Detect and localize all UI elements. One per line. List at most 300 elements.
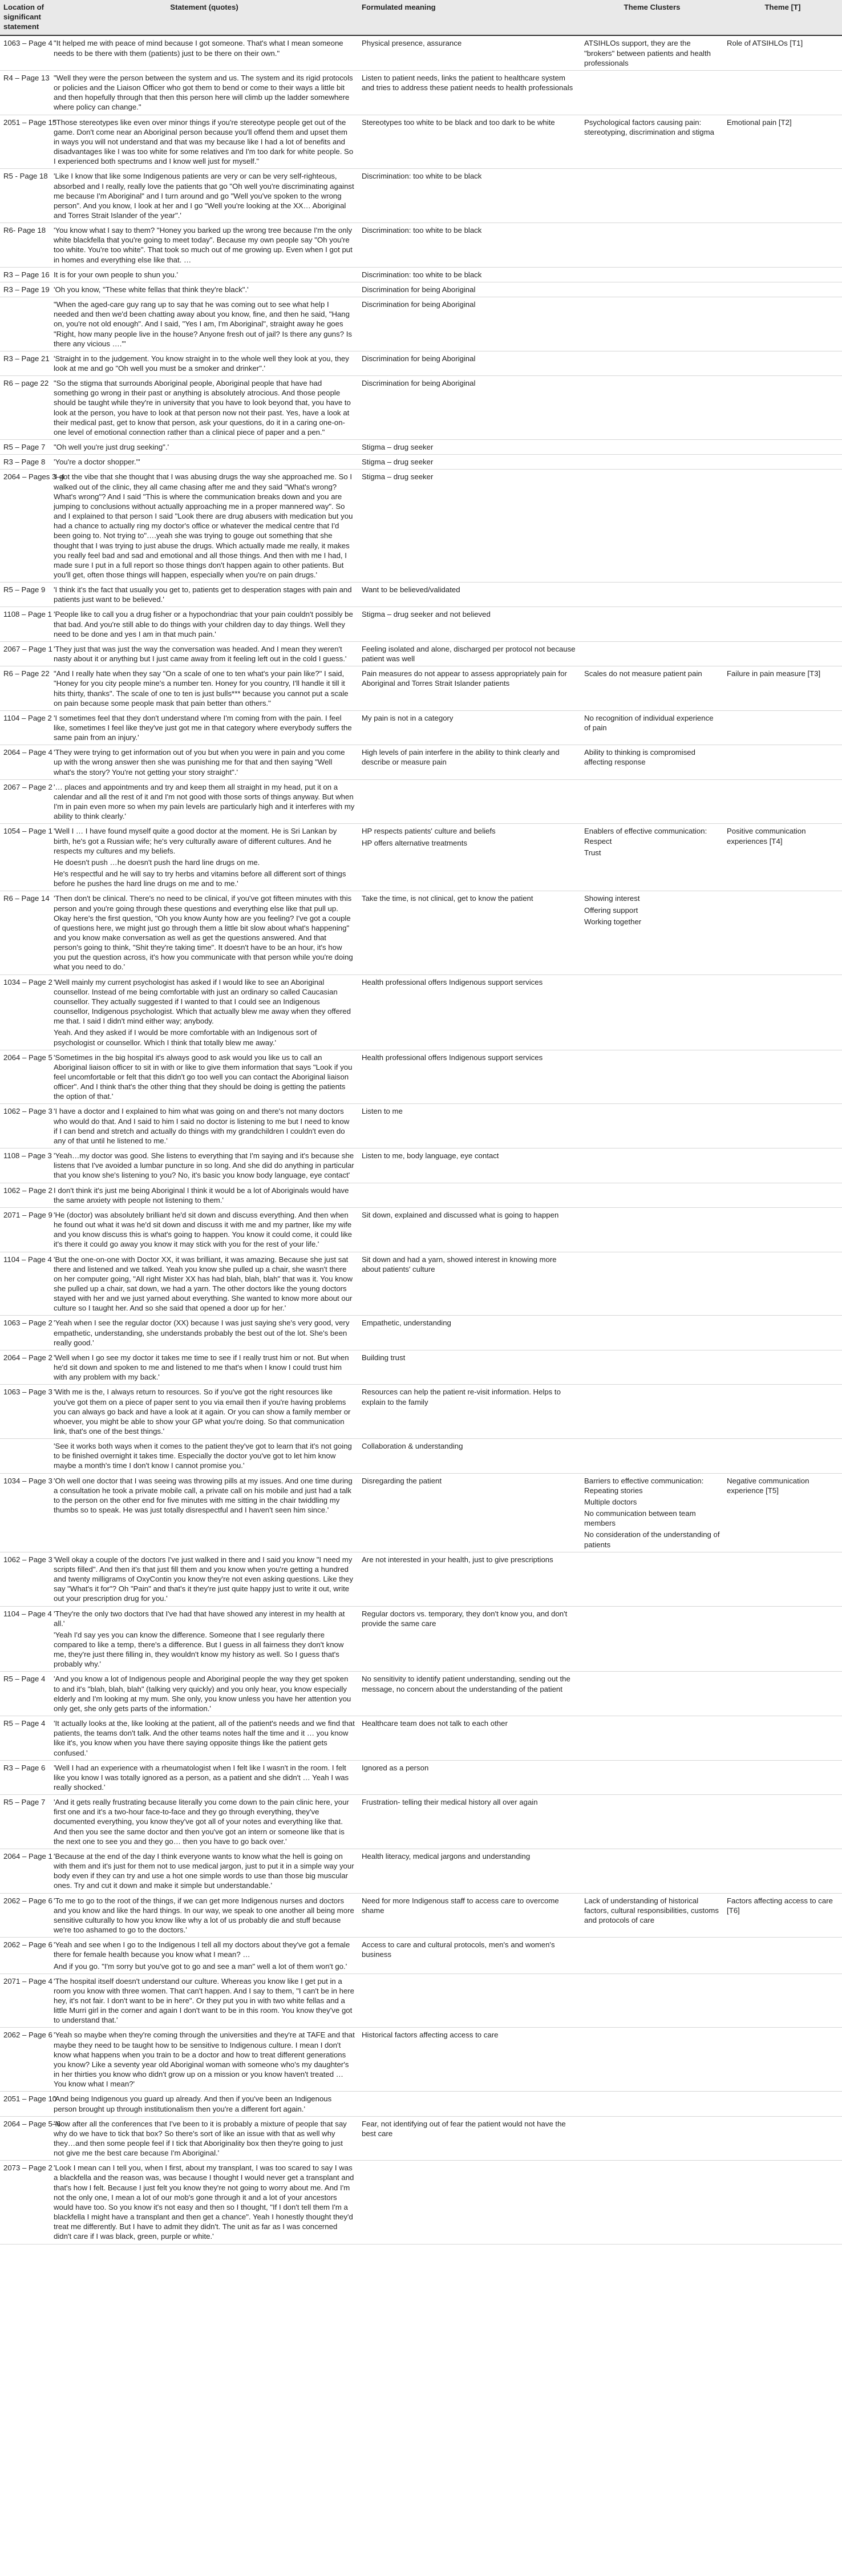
cell-statement xyxy=(50,1938,358,1974)
cell-statement: 'Well I had an experience with a rheumatologist when I felt like I wasn't in the room. I felt like you know I was totally ignored as a person, as a patient and she didn't … Yeah I was really shocked.' xyxy=(50,1760,358,1794)
cell-location: 1062 – Page 3 xyxy=(0,1104,50,1149)
cell-statement: 'Now after all the conferences that I've been to it is probably a mixture of people that say why do we have to tick that box? So there's sort of like an issue with that as well why they…and then some people feel if I tick that Aboriginality box then they're going to just not give me the best care because I'm Aboriginal.' xyxy=(50,2116,358,2161)
cell-statement-paragraph: 'Yeah and see when I go to the Indigenous I tell all my doctors about they've got a female there for female health because you know what I mean? … xyxy=(54,1940,350,1959)
cell-statement: 'I got the vibe that she thought that I was abusing drugs the way she approached me. So I walked out of the clinic, they all came chasing after me and they said "What's wrong? What's wrong"? And I said "This is where the communication breaks down and you are jumping to conclusions without actually approaching me in a proper mannered way". So and I explained to that person I said "Look there are drug abusers with medication but you had a chance to actually ring my doctor's office or whatever the medical centre that I'd been going to. Not trying to"….yeah she was trying to gouge out something that she thought that I was trying to just abuse the drugs. Which actually made me really, it makes you really feel bad and sad and emotional and all those things. And then with me I had, I made sure I put in a full report so those things don't happen again to other patients. But you'll get, often those things will happen, especially when you're on pain drugs.' xyxy=(50,470,358,583)
table-row xyxy=(0,440,842,455)
table-row xyxy=(0,1316,842,1350)
cell-meaning: Health literacy, medical jargons and understanding xyxy=(358,1849,581,1893)
table-row xyxy=(0,2116,842,2161)
cell-theme xyxy=(723,455,842,470)
cell-location: 1034 – Page 2 xyxy=(0,974,50,1050)
cell-cluster xyxy=(581,1350,723,1384)
cell-theme: Negative communication experience [T5] xyxy=(723,1473,842,1552)
cell-cluster xyxy=(581,1316,723,1350)
cell-statement: 'It actually looks at the, like looking at the patient, all of the patient's needs and we find that patients, the teams don't talk. And the other teams notes half the time and it … you know like it's, you know when you have there saying opposite things like the patient gets confused.' xyxy=(50,1716,358,1761)
table-row xyxy=(0,824,842,891)
cell-statement: "Well they were the person between the system and us. The system and its rigid protocols or policies and the Liaison Officer who got them to bend or come to their ways a little bit and then hopefully through that then this person here will climb up the ladder somewhere where policy can change." xyxy=(50,70,358,115)
cell-statement: "Oh well you're just drug seeking".' xyxy=(50,440,358,455)
cell-cluster xyxy=(581,1716,723,1761)
cell-statement: 'And you know a lot of Indigenous people and Aboriginal people the way they get spoken to and it's "blah, blah, blah" (talking very quickly) and you only hear, you know especially elderly and I'm looking at my mum. She only, you know unless you have her attention you only get, she only gets parts of the information.' xyxy=(50,1672,358,1716)
cell-cluster-paragraph: Enablers of effective communication: Respect xyxy=(584,827,707,846)
cell-theme xyxy=(723,974,842,1050)
table-row xyxy=(0,1893,842,1938)
cell-statement: 'Well okay a couple of the doctors I've just walked in there and I said you know "I need my scripts filled". And then it's that just fill them and you know when you're getting a hundred and twenty milligrams of OxyContin you know they're not even asking questions. Like they say "What's it for"? Oh "Pain" and that's it they're just quite happy just to write it out, write out your prescription drug for you.' xyxy=(50,1552,358,1606)
cell-location: 2062 – Page 6 xyxy=(0,1938,50,1974)
cell-location: R6 – page 22 xyxy=(0,376,50,440)
cell-theme xyxy=(723,1252,842,1316)
cell-location: R5 - Page 18 xyxy=(0,169,50,223)
cell-cluster xyxy=(581,607,723,641)
table-row xyxy=(0,2092,842,2116)
table-row xyxy=(0,115,842,169)
cell-statement: 'Like I know that like some Indigenous patients are very or can be very self-righteous, absorbed and I really, really love the patients that go "Oh well you're discriminating against me because I'm Aboriginal" and I turn around and go "Well you've spoken to the wrong person". And you know, I look at her and I go "Well you're looking at the XX… Aboriginal and Torres Strait Islander of the year".' xyxy=(50,169,358,223)
cell-cluster xyxy=(581,641,723,666)
header-row xyxy=(0,0,842,35)
cell-cluster xyxy=(581,1606,723,1672)
cell-location: R3 – Page 8 xyxy=(0,455,50,470)
cell-cluster xyxy=(581,2092,723,2116)
cell-theme xyxy=(723,779,842,824)
cell-statement-paragraph: 'Well I … I have found myself quite a good doctor at the moment. He is Sri Lankan by birth, he's got a Russian wife; he's very culturally aware of different cultures. And he respects my cultures and my beliefs. xyxy=(54,827,337,855)
cell-location: 1063 – Page 2 xyxy=(0,1316,50,1350)
cell-location: 2064 – Page 2 xyxy=(0,1350,50,1384)
cell-statement: 'I sometimes feel that they don't understand where I'm coming from with the pain. I feel like, sometimes I feel like they've just got me in that category where everybody suffers the same pain from an injury.' xyxy=(50,710,358,745)
cell-theme xyxy=(723,223,842,268)
cell-statement: 'I think it's the fact that usually you get to, patients get to desperation stages with pain and patients just want to be believed.' xyxy=(50,583,358,607)
cell-statement-paragraph: Yeah. And they asked if I would be more comfortable with an Indigenous sort of psychologist or counsellor. Which I think that totally blew me away.' xyxy=(54,1028,317,1047)
cell-cluster: Lack of understanding of historical factors, cultural responsibilities, customs and protocols of care xyxy=(581,1893,723,1938)
cell-theme xyxy=(723,2116,842,2161)
cell-theme: Emotional pain [T2] xyxy=(723,115,842,169)
cell-meaning xyxy=(358,824,581,891)
cell-cluster xyxy=(581,1104,723,1149)
cell-location: 1104 – Page 4 xyxy=(0,1252,50,1316)
cell-statement xyxy=(50,974,358,1050)
cell-cluster xyxy=(581,974,723,1050)
cell-cluster xyxy=(581,455,723,470)
cell-meaning: Health professional offers Indigenous support services xyxy=(358,974,581,1050)
table-row xyxy=(0,297,842,351)
cell-statement: 'Oh you know, "These white fellas that think they're black".' xyxy=(50,282,358,297)
cell-cluster xyxy=(581,440,723,455)
cell-location: R3 – Page 6 xyxy=(0,1760,50,1794)
cell-theme: Positive communication experiences [T4] xyxy=(723,824,842,891)
cell-theme xyxy=(723,470,842,583)
cell-theme xyxy=(723,1050,842,1104)
cell-statement: 'I have a doctor and I explained to him what was going on and there's not many doctors who would do that. And I said to him I said no doctor is listening to me but I need to know if I can bend and stretch and actually do things with my grandchildren I couldn't even do any of that until he listened to me.' xyxy=(50,1104,358,1149)
cell-statement: It is for your own people to shun you.' xyxy=(50,267,358,282)
cell-cluster xyxy=(581,70,723,115)
cell-cluster: ATSIHLOs support, they are the "brokers" between patients and health professionals xyxy=(581,35,723,70)
cell-meaning: Healthcare team does not talk to each other xyxy=(358,1716,581,1761)
cell-location: R4 – Page 13 xyxy=(0,70,50,115)
cell-meaning: Stigma – drug seeker xyxy=(358,455,581,470)
cell-statement-paragraph: 'They're the only two doctors that I've had that have showed any interest in my health at all.' xyxy=(54,1609,345,1628)
cell-cluster xyxy=(581,351,723,375)
cell-statement: 'Sometimes in the big hospital it's always good to ask would you like us to call an Aboriginal liaison officer to sit in with or like to give them information that says "Look if you feel uncomfortable or felt that this didn't go too well you can contact the Aboriginal liaison officer". And I think that's the other thing that they should be doing is getting the patients the option of that.' xyxy=(50,1050,358,1104)
cell-cluster: Psychological factors causing pain: stereotyping, discrimination and stigma xyxy=(581,115,723,169)
table-row xyxy=(0,1716,842,1761)
cell-statement-paragraph: He doesn't push …he doesn't push the hard line drugs on me. xyxy=(54,858,260,867)
cell-theme xyxy=(723,1552,842,1606)
table-row xyxy=(0,1849,842,1893)
cell-theme xyxy=(723,1183,842,1207)
cell-cluster xyxy=(581,824,723,891)
table-row xyxy=(0,1050,842,1104)
cell-statement: 'To me to go to the root of the things, if we can get more Indigenous nurses and doctors and you know and like the hard things. In our way, we speak to one another all being more sensitive culturally to how you know like why a lot of us probably die and stuff because we're too ashamed to go to the doctors.' xyxy=(50,1893,358,1938)
cell-location: R5 – Page 4 xyxy=(0,1672,50,1716)
cell-theme xyxy=(723,1672,842,1716)
cell-cluster xyxy=(581,1207,723,1252)
table-row xyxy=(0,1606,842,1672)
cell-statement: "It helped me with peace of mind because I got someone. That's what I mean someone needs to be there with them (patients) just to be there on their own." xyxy=(50,35,358,70)
cell-theme xyxy=(723,1760,842,1794)
cell-statement: 'See it works both ways when it comes to the patient they've got to learn that it's not going to be finished overnight it takes time. Especially the doctor you've got to let him know maybe a month's time I don't know I cannot promise you.' xyxy=(50,1439,358,1473)
cell-meaning: Sit down and had a yarn, showed interest in knowing more about patients' culture xyxy=(358,1252,581,1316)
table-row xyxy=(0,1672,842,1716)
table-row xyxy=(0,1207,842,1252)
cell-location: 2071 – Page 9 xyxy=(0,1207,50,1252)
header-statement: Statement (quotes) xyxy=(50,0,358,35)
cell-location: R3 – Page 16 xyxy=(0,267,50,282)
cell-meaning: Historical factors affecting access to care xyxy=(358,2028,581,2092)
table-body xyxy=(0,35,842,2244)
cell-theme xyxy=(723,1439,842,1473)
cell-cluster xyxy=(581,2161,723,2244)
cell-location: 1054 – Page 1 xyxy=(0,824,50,891)
cell-location: R6 – Page 14 xyxy=(0,891,50,974)
cell-cluster: Scales do not measure patient pain xyxy=(581,666,723,711)
cell-statement: 'Yeah…my doctor was good. She listens to everything that I'm saying and it's because she listens that I've avoided a lumbar puncture in so long. And she did do anything in particular that you know she's listening to you? No, it's basic you know body language, eye contact' xyxy=(50,1149,358,1183)
cell-meaning: Take the time, is not clinical, get to know the patient xyxy=(358,891,581,974)
cell-location: 1108 – Page 1 xyxy=(0,607,50,641)
cell-meaning: Need for more Indigenous staff to access care to overcome shame xyxy=(358,1893,581,1938)
cell-statement: '… places and appointments and try and keep them all straight in my head, put it on a calendar and all the rest of it and I'm not good with those sorts of things anyway. But when I'm in pain even more so when my pain levels are particularly high and it interferes with my ability to think clearly.' xyxy=(50,779,358,824)
cell-theme xyxy=(723,710,842,745)
cell-cluster xyxy=(581,2028,723,2092)
cell-meaning: Empathetic, understanding xyxy=(358,1316,581,1350)
cell-meaning xyxy=(358,779,581,824)
cell-meaning: My pain is not in a category xyxy=(358,710,581,745)
cell-location: 1063 – Page 3 xyxy=(0,1385,50,1439)
cell-cluster xyxy=(581,470,723,583)
cell-statement: 'People like to call you a drug fisher or a hypochondriac that your pain couldn't possibly be that bad. And you're still able to do things with your children day to day things. Well they need to be done and yes I am in that much pain.' xyxy=(50,607,358,641)
cell-theme xyxy=(723,70,842,115)
cell-statement xyxy=(50,1606,358,1672)
cell-meaning: Discrimination: too white to be black xyxy=(358,223,581,268)
table-row xyxy=(0,583,842,607)
table-row xyxy=(0,351,842,375)
cell-theme xyxy=(723,440,842,455)
cell-theme: Failure in pain measure [T3] xyxy=(723,666,842,711)
cell-meaning xyxy=(358,1974,581,2028)
table-row xyxy=(0,376,842,440)
cell-statement: "Those stereotypes like even over minor things if you're stereotype people get out of the game. Don't come near an Aboriginal person because you'll offend them and upset them in ways you will not understand and that was my because like I had a lot of benefits and disadvantages like I was too white for some relatives and I'm too dark for white people. So I experienced both spectrums and I know well just for myself." xyxy=(50,115,358,169)
table-row xyxy=(0,1552,842,1606)
table-row xyxy=(0,974,842,1050)
cell-cluster-paragraph: No consideration of the understanding of patients xyxy=(584,1530,720,1549)
cell-cluster xyxy=(581,1183,723,1207)
cell-theme xyxy=(723,297,842,351)
cell-cluster-paragraph: Showing interest xyxy=(584,894,640,903)
cell-cluster xyxy=(581,1385,723,1439)
cell-statement: 'With me is the, I always return to resources. So if you've got the right resources like you've got them on a piece of paper sent to you via email then if you're having problems you can always go back and have a look at it again. Or you can show a family member or whoever, you might be able to show your GP what you're doing. So that communication link, that's one of the best things.' xyxy=(50,1385,358,1439)
cell-theme xyxy=(723,1795,842,1849)
table-row xyxy=(0,1938,842,1974)
cell-meaning: Stigma – drug seeker and not believed xyxy=(358,607,581,641)
cell-statement-paragraph: 'Well mainly my current psychologist has asked if I would like to see an Aboriginal counsellor. Instead of me being comfortable with just an ordinary so called Caucasian counsellor. They actually suggested if I wanted to that I could see an Indigenous counsellor, Indigenous psychologist. Which that actually blew me away when they offered me that. I said I didn't mind either way; anybody. xyxy=(54,977,351,1026)
cell-cluster xyxy=(581,1974,723,2028)
cell-cluster xyxy=(581,1149,723,1183)
cell-cluster-paragraph: Offering support xyxy=(584,905,638,915)
cell-location xyxy=(0,1439,50,1473)
cell-cluster xyxy=(581,1672,723,1716)
cell-meaning: Stigma – drug seeker xyxy=(358,470,581,583)
cell-meaning: Discrimination for being Aboriginal xyxy=(358,376,581,440)
cell-cluster-paragraph: No communication between team members xyxy=(584,1509,696,1528)
cell-cluster xyxy=(581,169,723,223)
cell-statement xyxy=(50,824,358,891)
cell-location: 2051 – Page 15 xyxy=(0,115,50,169)
cell-theme xyxy=(723,169,842,223)
cell-location: 1104 – Page 2 xyxy=(0,710,50,745)
cell-theme xyxy=(723,376,842,440)
cell-meaning-paragraph: HP offers alternative treatments xyxy=(362,838,467,847)
cell-meaning: Access to care and cultural protocols, men's and women's business xyxy=(358,1938,581,1974)
cell-location: 2062 – Page 6 xyxy=(0,1893,50,1938)
cell-theme xyxy=(723,351,842,375)
cell-meaning: Discrimination for being Aboriginal xyxy=(358,297,581,351)
cell-meaning: Are not interested in your health, just to give prescriptions xyxy=(358,1552,581,1606)
cell-statement: 'And being Indigenous you guard up already. And then if you've been an Indigenous person brought up through institutionalism then you're a different fort again.' xyxy=(50,2092,358,2116)
cell-theme xyxy=(723,1316,842,1350)
cell-location: R5 – Page 9 xyxy=(0,583,50,607)
cell-location: 2064 – Pages 3–4 xyxy=(0,470,50,583)
cell-theme xyxy=(723,1104,842,1149)
cell-theme xyxy=(723,2028,842,2092)
cell-cluster xyxy=(581,1252,723,1316)
table-row xyxy=(0,666,842,711)
table-header xyxy=(0,0,842,35)
cell-statement-paragraph: And if you go. "I'm sorry but you've got to go and see a man" well a lot of them won't go.' xyxy=(54,1962,347,1971)
cell-statement-paragraph: He's respectful and he will say to try herbs and vitamins before all different sort of things before he pushes the hard line drugs on me and to me.' xyxy=(54,870,346,888)
cell-meaning: Stigma – drug seeker xyxy=(358,440,581,455)
table-row xyxy=(0,745,842,779)
cell-cluster xyxy=(581,583,723,607)
cell-theme: Factors affecting access to care [T6] xyxy=(723,1893,842,1938)
cell-location: R5 – Page 7 xyxy=(0,440,50,455)
cell-cluster xyxy=(581,1050,723,1104)
cell-statement: 'You know what I say to them? "Honey you barked up the wrong tree because I'm the only white blackfella that you're going to meet today". Because my own people say "Oh you're too white. You're too white". That took so much out of me growing up. Even when I got put in homes and everything else like that. … xyxy=(50,223,358,268)
cell-statement: 'Well when I go see my doctor it takes me time to see if I really trust him or not. But when he'd sit down and spoken to me and listened to me that's when I know I could trust him with any problem with my back.' xyxy=(50,1350,358,1384)
cell-location: 2064 – Page 5 xyxy=(0,1050,50,1104)
cell-meaning: Stereotypes too white to be black and too dark to be white xyxy=(358,115,581,169)
cell-statement-paragraph: 'Yeah I'd say yes you can know the difference. Someone that I see regularly there compared to like a temp, there's a difference. But I guess in all fairness they don't know me, they're just there filling in, they wouldn't know my history as well. So I guess that's probably why.' xyxy=(54,1630,344,1669)
table-row xyxy=(0,1252,842,1316)
table-row xyxy=(0,779,842,824)
cell-cluster xyxy=(581,1473,723,1552)
table-row xyxy=(0,2028,842,2092)
cell-theme xyxy=(723,1606,842,1672)
cell-statement: "When the aged-care guy rang up to say that he was coming out to see what help I needed and then we'd been chatting away about you know, fine, and then he said, "Hang on, you're not old enough". And I said, "Yes I am, I'm Aboriginal", straight away he goes "Right, how many people live in the house? Anyone fresh out of jail? Is there any guns? Is there any vicious …."' xyxy=(50,297,358,351)
table-row xyxy=(0,223,842,268)
cell-cluster xyxy=(581,1938,723,1974)
cell-meaning: Physical presence, assurance xyxy=(358,35,581,70)
cell-meaning: Collaboration & understanding xyxy=(358,1439,581,1473)
table-row xyxy=(0,1385,842,1439)
table-row xyxy=(0,607,842,641)
cell-location: 1034 – Page 3 xyxy=(0,1473,50,1552)
cell-theme xyxy=(723,2161,842,2244)
cell-location: 1063 – Page 4 xyxy=(0,35,50,70)
cell-statement: 'They were trying to get information out of you but when you were in pain and you come up with the wrong answer then she was punishing me for that and then saying "Well what's the story? You're not getting your story straight".' xyxy=(50,745,358,779)
cell-cluster-paragraph: Working together xyxy=(584,917,642,926)
table-row xyxy=(0,1795,842,1849)
cell-cluster xyxy=(581,267,723,282)
cell-meaning: Discrimination: too white to be black xyxy=(358,267,581,282)
cell-location: R3 – Page 21 xyxy=(0,351,50,375)
table-row xyxy=(0,1974,842,2028)
cell-cluster xyxy=(581,376,723,440)
cell-cluster xyxy=(581,282,723,297)
cell-cluster-paragraph: Multiple doctors xyxy=(584,1497,637,1506)
cell-meaning xyxy=(358,2092,581,2116)
cell-statement: 'Because at the end of the day I think everyone wants to know what the hell is going on with them and it's just for them not to use medical jargon, just to put it in a simple way your body even if they can try and use a hot one simple words to use than those big muscular ones. Try and cut it down and make it simple but understandable.' xyxy=(50,1849,358,1893)
table-row xyxy=(0,710,842,745)
cell-meaning xyxy=(358,1183,581,1207)
cell-meaning: Feeling isolated and alone, discharged per protocol not because patient was well xyxy=(358,641,581,666)
cell-theme xyxy=(723,583,842,607)
cell-meaning: Discrimination for being Aboriginal xyxy=(358,282,581,297)
cell-meaning-paragraph: HP respects patients' culture and beliefs xyxy=(362,827,496,836)
cell-statement: 'Oh well one doctor that I was seeing was throwing pills at my issues. And one time during a consultation he took a private mobile call, a private call on his mobile and just had a talk to the person on the other end for five minutes with me sitting in the chair twiddling my thumbs so to speak. He was just totally disrespectful and I haven't seen him since.' xyxy=(50,1473,358,1552)
cell-cluster-paragraph: Trust xyxy=(584,848,601,857)
cell-meaning: Sit down, explained and discussed what is going to happen xyxy=(358,1207,581,1252)
table-row xyxy=(0,2161,842,2244)
cell-meaning: Fear, not identifying out of fear the patient would not have the best care xyxy=(358,2116,581,2161)
cell-location: 2064 – Page 4 xyxy=(0,745,50,779)
table-row xyxy=(0,1439,842,1473)
cell-theme: Role of ATSIHLOs [T1] xyxy=(723,35,842,70)
table-row xyxy=(0,1473,842,1552)
cell-meaning: Building trust xyxy=(358,1350,581,1384)
cell-cluster: Ability to thinking is compromised affecting response xyxy=(581,745,723,779)
cell-meaning: Listen to me, body language, eye contact xyxy=(358,1149,581,1183)
cell-theme xyxy=(723,1207,842,1252)
table-row xyxy=(0,169,842,223)
cell-cluster xyxy=(581,1552,723,1606)
cell-theme xyxy=(723,1350,842,1384)
cell-meaning: High levels of pain interfere in the ability to think clearly and describe or measure pain xyxy=(358,745,581,779)
cell-cluster xyxy=(581,1795,723,1849)
header-clusters: Theme Clusters xyxy=(581,0,723,35)
cell-statement: 'They just that was just the way the conversation was headed. And I mean they weren't nasty about it or anything but I just came away from it feeling left out in the cold I guess.' xyxy=(50,641,358,666)
cell-cluster xyxy=(581,223,723,268)
cell-cluster xyxy=(581,1760,723,1794)
cell-location: R3 – Page 19 xyxy=(0,282,50,297)
cell-cluster xyxy=(581,297,723,351)
cell-statement: I don't think it's just me being Aboriginal I think it would be a lot of Aboriginals would have the same anxiety with people not listening to them.' xyxy=(50,1183,358,1207)
cell-location: R5 – Page 7 xyxy=(0,1795,50,1849)
cell-cluster xyxy=(581,891,723,974)
table-row xyxy=(0,1350,842,1384)
table-row xyxy=(0,891,842,974)
cell-meaning: Ignored as a person xyxy=(358,1760,581,1794)
cell-location: 2071 – Page 4 xyxy=(0,1974,50,2028)
cell-statement: 'Then don't be clinical. There's no need to be clinical, if you've got fifteen minutes with this person and you're going through these questions and everything else like that pull up. Okay here's the first question, "Oh you know Aunty how are you feeling? I've got a couple of questions here, we might just go through them a little bit slow about what's happening" and you know make conversation as well as get the questions answered. And that person's going to think, "Shit they're taking time". It doesn't have to be an hour, it's how you put the question across, it's how you communicate with that person while you're doing what you need to do.' xyxy=(50,891,358,974)
cell-meaning: Pain measures do not appear to assess appropriately pain for Aboriginal and Torres Strait Islander patients xyxy=(358,666,581,711)
cell-location: R6 – Page 22 xyxy=(0,666,50,711)
table-row xyxy=(0,267,842,282)
cell-location: 2062 – Page 6 xyxy=(0,2028,50,2092)
header-theme: Theme [T] xyxy=(723,0,842,35)
header-location: Location of significant statement xyxy=(0,0,50,35)
cell-theme xyxy=(723,1938,842,1974)
table-row xyxy=(0,35,842,70)
table-row xyxy=(0,1104,842,1149)
cell-cluster xyxy=(581,779,723,824)
cell-meaning: Discrimination: too white to be black xyxy=(358,169,581,223)
cell-theme xyxy=(723,1849,842,1893)
cell-location: 2051 – Page 10 xyxy=(0,2092,50,2116)
cell-theme xyxy=(723,891,842,974)
cell-location: R6- Page 18 xyxy=(0,223,50,268)
cell-theme xyxy=(723,267,842,282)
cell-meaning: Listen to patient needs, links the patient to healthcare system and tries to address these patient needs to health professionals xyxy=(358,70,581,115)
table-row xyxy=(0,470,842,583)
cell-cluster xyxy=(581,1849,723,1893)
cell-cluster xyxy=(581,2116,723,2161)
cell-theme xyxy=(723,607,842,641)
cell-meaning: Regular doctors vs. temporary, they don't know you, and don't provide the same care xyxy=(358,1606,581,1672)
cell-theme xyxy=(723,745,842,779)
cell-statement: "So the stigma that surrounds Aboriginal people, Aboriginal people that have had something go wrong in their past or anything is absolutely atrocious. And those people should be taught while they're in university that you have to look beyond that, you have to look at the person, you have to look at that person now not their past. Yes, have a look at their medical past, get to know that person, ask your questions, do it in a caring one-on-one level of emotional connection rather than a clinical piece of paper and a pen." xyxy=(50,376,358,440)
cell-theme xyxy=(723,1149,842,1183)
cell-location: 2073 – Page 2 xyxy=(0,2161,50,2244)
cell-meaning: Want to be believed/validated xyxy=(358,583,581,607)
cell-meaning: Discrimination for being Aboriginal xyxy=(358,351,581,375)
cell-theme xyxy=(723,1716,842,1761)
table-row xyxy=(0,282,842,297)
cell-location: 2067 – Page 1 xyxy=(0,641,50,666)
cell-meaning: No sensitivity to identify patient understanding, sending out the message, no concern about the understanding of the patient xyxy=(358,1672,581,1716)
cell-meaning: Health professional offers Indigenous support services xyxy=(358,1050,581,1104)
table-row xyxy=(0,641,842,666)
cell-statement: 'Look I mean can I tell you, when I first, about my transplant, I was too scared to say I was a blackfella and the reason was, was because I thought I would never get a transplant and that's how I felt. Because I just felt you know they're not going to worry about me. And I'm not the only one, I mean a lot of our mob's gone through it and a lot of your ancestors would have too. So you know it's not easy and then so I thought, "If I don't tell them I'm a blackfella I might have a transplant and then get a chance". Yeah I honestly thought they'd treat me differently. But I have to admit they didn't. The unit as far as I was concerned didn't care if I was black, green, purple or white.' xyxy=(50,2161,358,2244)
cell-statement: 'Yeah when I see the regular doctor (XX) because I was just saying she's very good, very empathetic, understanding, she understands probably the best out of the lot. She's been really good.' xyxy=(50,1316,358,1350)
header-meaning: Formulated meaning xyxy=(358,0,581,35)
cell-location: 1062 – Page 2 xyxy=(0,1183,50,1207)
cell-statement: 'You're a doctor shopper."' xyxy=(50,455,358,470)
cell-meaning: Listen to me xyxy=(358,1104,581,1149)
cell-statement: 'He (doctor) was absolutely brilliant he'd sit down and discuss everything. And then when he found out what it was he'd sit down and discuss it with me and my partner, like my wife and you know discuss this is what's going to happen. You know it could come, it could like it's there it could go away you know it may stick with you for the rest of your life.' xyxy=(50,1207,358,1252)
cell-cluster: No recognition of individual experience of pain xyxy=(581,710,723,745)
cell-statement: 'Yeah so maybe when they're coming through the universities and they're at TAFE and that maybe they need to be taught how to be sensitive to Indigenous culture. I mean I don't know what happens when you train to be a doctor and how to treat different generations you know? Like a seventy year old Aboriginal woman with someone who's my daughter's in her thirties you know who didn't grow up on a mission or you know haven't treated … You know what I mean?' xyxy=(50,2028,358,2092)
cell-theme xyxy=(723,641,842,666)
cell-location: 2064 – Page 5–6 xyxy=(0,2116,50,2161)
cell-cluster xyxy=(581,1439,723,1473)
cell-meaning: Disregarding the patient xyxy=(358,1473,581,1552)
cell-location xyxy=(0,297,50,351)
table-row xyxy=(0,1149,842,1183)
cell-meaning xyxy=(358,2161,581,2244)
cell-meaning: Resources can help the patient re-visit information. Helps to explain to the family xyxy=(358,1385,581,1439)
cell-location: 2067 – Page 2 xyxy=(0,779,50,824)
cell-theme xyxy=(723,282,842,297)
table-row xyxy=(0,1183,842,1207)
cell-location: 1062 – Page 3 xyxy=(0,1552,50,1606)
cell-statement: "And I really hate when they say "On a scale of one to ten what's your pain like?" I said, "Honey for you city people mine's a number ten. Honey for you country, I'll handle it till it hits thirty, thanks". The scale of one to ten is just bulls*** because you cannot put a scale on pain because some people mask that pain better than others." xyxy=(50,666,358,711)
